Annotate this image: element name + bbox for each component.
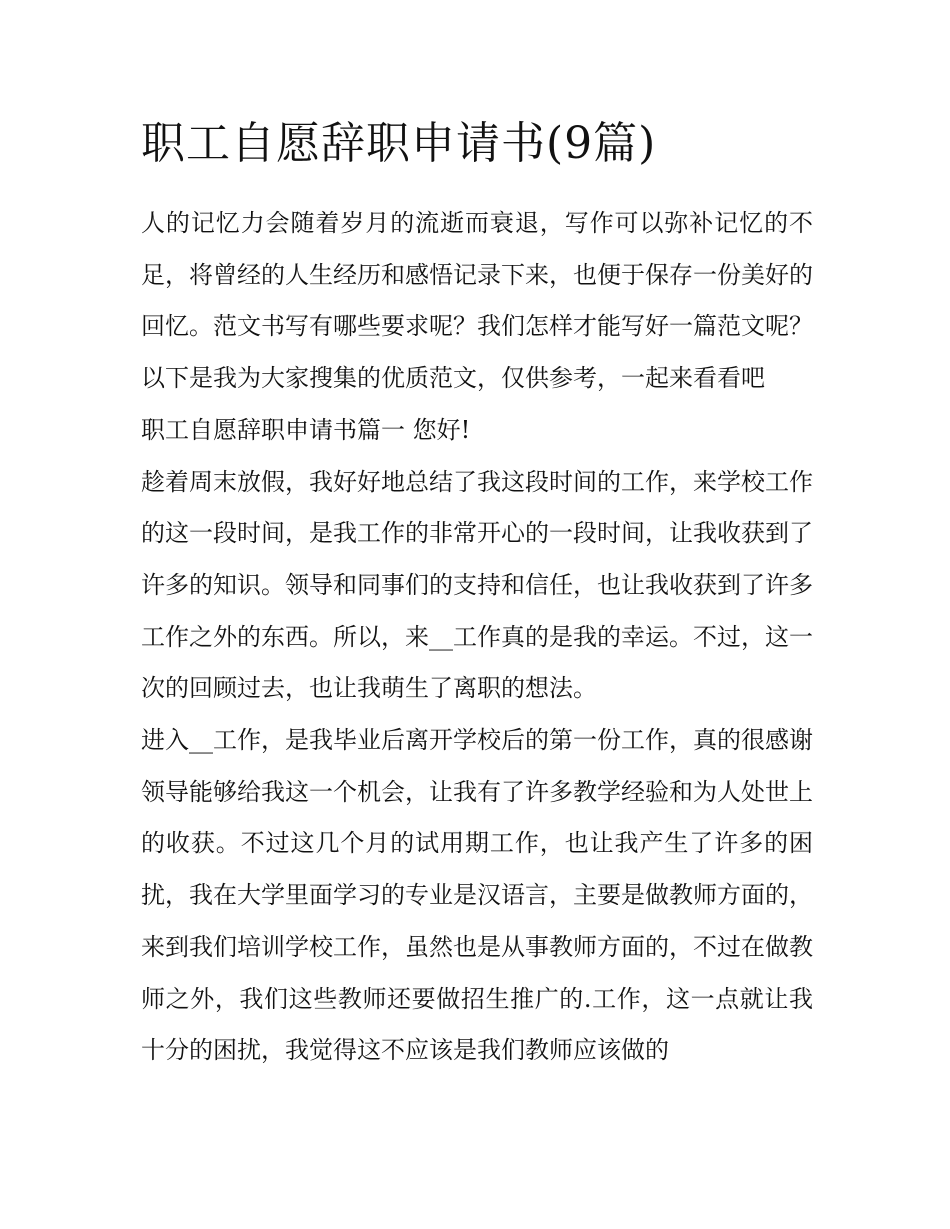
body-paragraph: 进入__工作，是我毕业后离开学校后的第一份工作，真的很感谢领导能够给我这一个机会，让我有了许多教学经验和为人处世上的收获。不过这几个月的试用期工作，也让我产生了许多的困扰，我在大学里面学习的专业是汉语言，主要是做教师方面的，来到我们培训学校工作，虽然也是从事教师方面的，不过在做教师之外，我们这些教师还要做招生推广的.工作，这一点就让我十分的困扰，我觉得这不应该是我们教师应该做的 (141, 726, 813, 1065)
intro-paragraph: 人的记忆力会随着岁月的流逝而衰退，写作可以弥补记忆的不足，将曾经的人生经历和感悟记录下来，也便于保存一份美好的回忆。范文书写有哪些要求呢？我们怎样才能写好一篇范文呢？以下是我为大家搜集的优质范文，仅供参考，一起来看看吧 (141, 209, 813, 393)
page-title: 职工自愿辞职申请书(9篇) (141, 118, 657, 169)
body-paragraph: 趁着周末放假，我好好地总结了我这段时间的工作，来学校工作的这一段时间，是我工作的非常开心的一段时间，让我收获到了许多的知识。领导和同事们的支持和信任，也让我收获到了许多工作之外的东西。所以，来__工作真的是我的幸运。不过，这一次的回顾过去，也让我萌生了离职的想法。 (141, 467, 813, 703)
document-body (141, 198, 813, 1077)
section-heading: 职工自愿辞职申请书篇一 您好! (141, 415, 471, 444)
